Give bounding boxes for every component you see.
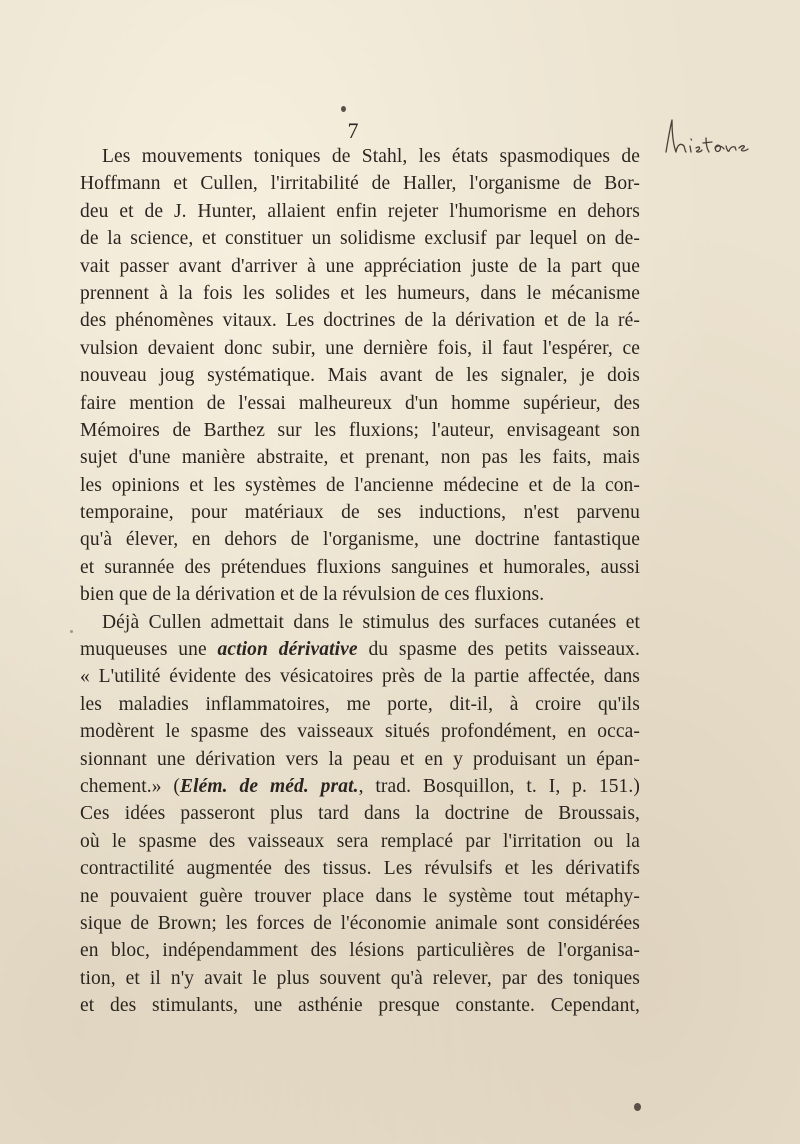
text-line: contractilité augmentée des tissus. Les révulsifs et les dérivatifs bbox=[80, 858, 640, 880]
text-line: ne pouvaient guère trouver place dans le système tout métaphy- bbox=[80, 885, 640, 907]
text-line: et des stimulants, une asthénie presque constante. Cependant, bbox=[80, 995, 640, 1017]
text-line: Hoffmann et Cullen, l'irritabilité de Haller, l'organisme de Bor- bbox=[80, 173, 640, 195]
text-segment: , trad. Bosquillon, t. I, p. 151.) bbox=[358, 775, 640, 797]
text-line: les opinions et les systèmes de l'ancienne médecine et de la con- bbox=[80, 474, 640, 496]
text-line: tion, et il n'y avait le plus souvent qu'à relever, par des toniques bbox=[80, 967, 640, 989]
text-line: temporaine, pour matériaux de ses inductions, n'est parvenu bbox=[80, 502, 640, 524]
paper-speck bbox=[70, 630, 73, 633]
text-line: « L'utilité évidente des vésicatoires près de la partie affectée, dans bbox=[80, 666, 640, 688]
citation-title: Elém. de méd. prat. bbox=[180, 775, 359, 797]
text-line: Les mouvements toniques de Stahl, les états spasmodiques de bbox=[102, 146, 640, 167]
text-line: sujet d'une manière abstraite, et prenant, non pas les faits, mais bbox=[80, 447, 640, 469]
text-line-with-italic bbox=[80, 636, 640, 663]
text-line: et surannée des prétendues fluxions sanguines et humorales, aussi bbox=[80, 556, 640, 578]
text-line: en bloc, indépendamment des lésions particulières de l'organisa- bbox=[80, 940, 640, 962]
text-line: sique de Brown; les forces de l'économie animale sont considérées bbox=[80, 912, 640, 934]
text-line: faire mention de l'essai malheureux d'un homme supérieur, des bbox=[80, 392, 640, 414]
handwritten-margin-note bbox=[660, 112, 770, 162]
text-line: où le spasme des vaisseaux sera remplacé par l'irritation ou la bbox=[80, 830, 640, 852]
text-line: qu'à élever, en dehors de l'organisme, une doctrine fantastique bbox=[80, 529, 640, 551]
text-line: modèrent le spasme des vaisseaux situés profondément, en occa- bbox=[80, 721, 640, 743]
text-line: les maladies inflammatoires, me porte, dit-il, à croire qu'ils bbox=[80, 693, 640, 715]
page-number: 7 bbox=[347, 118, 359, 143]
text-line: sionnant une dérivation vers la peau et en y produisant un épan- bbox=[80, 748, 640, 770]
text-line: nouveau joug systématique. Mais avant de les signaler, je dois bbox=[80, 365, 640, 387]
handwritten-note-icon bbox=[660, 112, 770, 162]
text-line: Déjà Cullen admettait dans le stimulus des surfaces cutanées et bbox=[102, 611, 640, 633]
text-line: vait passer avant d'arriver à une appréciation juste de la part que bbox=[80, 255, 640, 277]
text-line: prennent à la fois les solides et les humeurs, dans le mécanisme bbox=[80, 282, 640, 304]
text-line: bien que de la dérivation et de la révulsion de ces fluxions. bbox=[80, 584, 545, 606]
text-line: vulsion devaient donc subir, une dernière fois, il faut l'espérer, ce bbox=[80, 337, 640, 359]
text-line: de la science, et constituer un solidisme exclusif par lequel on de- bbox=[80, 228, 640, 250]
text-segment: du spasme des petits vaisseaux. bbox=[357, 639, 640, 661]
text-line: Ces idées passeront plus tard dans la doctrine de Broussais, bbox=[80, 803, 640, 825]
text-line: Mémoires de Barthez sur les fluxions; l'auteur, envisageant son bbox=[80, 419, 640, 441]
paper-speck bbox=[634, 1103, 641, 1111]
italic-term: action dérivative bbox=[217, 639, 358, 661]
citation-line bbox=[80, 773, 640, 800]
text-line: deu et de J. Hunter, allaient enfin rejeter l'humorisme en dehors bbox=[80, 200, 640, 222]
paper-speck bbox=[341, 106, 346, 112]
text-line: des phénomènes vitaux. Les doctrines de la dérivation et de la ré- bbox=[80, 310, 640, 332]
text-segment: chement.» ( bbox=[80, 775, 181, 797]
text-segment: muqueuses une bbox=[80, 639, 218, 661]
text-body bbox=[80, 143, 640, 1020]
